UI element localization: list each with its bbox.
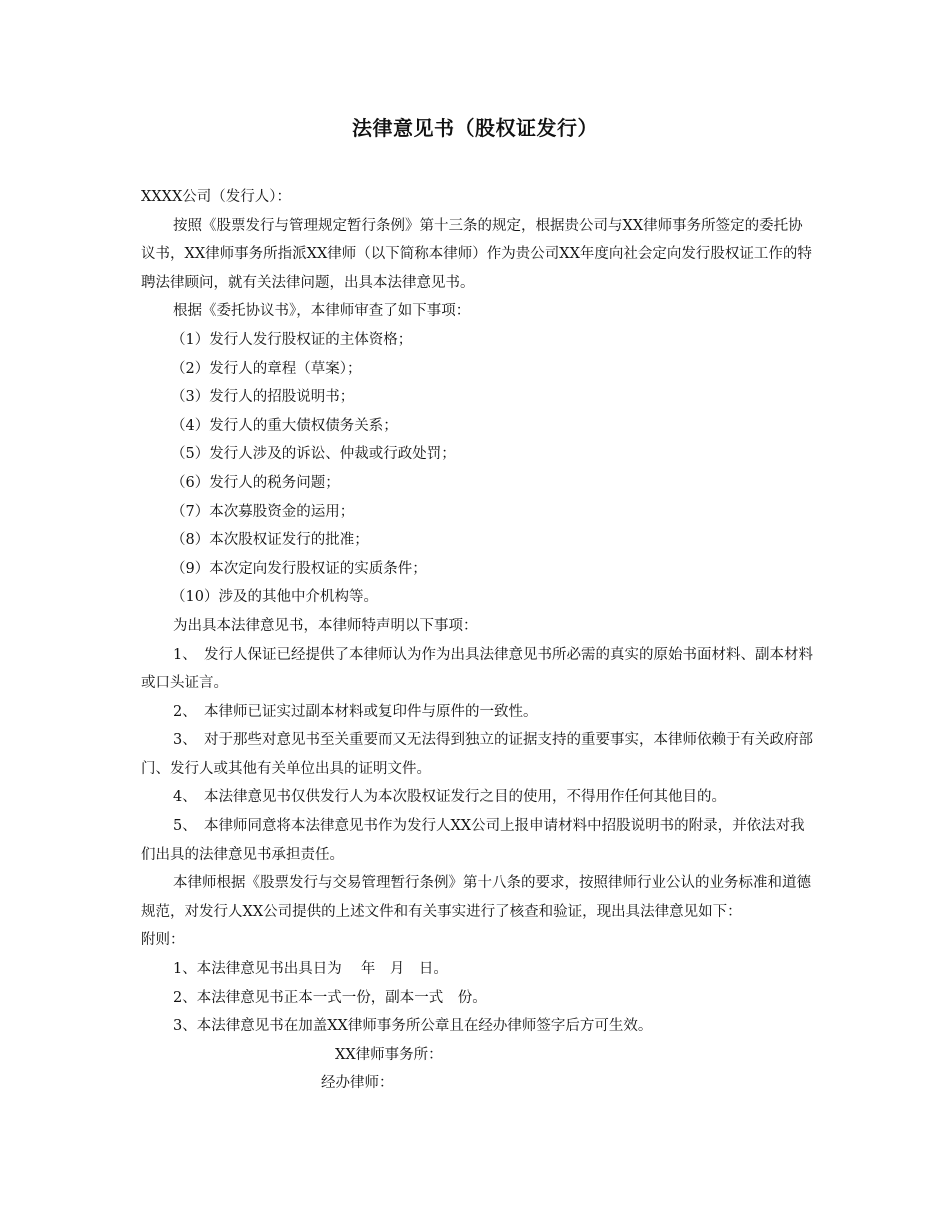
review-item: （3）发行人的招股说明书； [171, 389, 355, 406]
appendix-item: 1、本法律意见书出具日为 年 月 日。 [173, 961, 448, 978]
declaration-item: 4、 本法律意见书仅供发行人为本次股权证发行之目的使用，不得用作任何其他目的。 [173, 789, 726, 806]
opinion-paragraph: 本律师根据《股票发行与交易管理暂行条例》第十八条的要求，按照律师行业公认的业务标准和道德规范，对发行人XX公司提供的上述文件和有关事实进行了核查和验证，现出具法律意见如下： [141, 875, 811, 920]
appendix-label: 附则： [141, 932, 185, 949]
declaration-item: 3、 对于那些对意见书至关重要而又无法得到独立的证据支持的重要事实，本律师依赖于有关政府部门、发行人或其他有关单位出具的证明文件。 [141, 732, 813, 777]
intro-paragraph: 按照《股票发行与管理规定暂行条例》第十三条的规定，根据贵公司与XX律师事务所签定的委托协议书，XX律师事务所指派XX律师（以下简称本律师）作为贵公司XX年度向社会定向发行股权证工作的特聘法律顾问，就有关法律问题，出具本法律意见书。 [141, 217, 812, 291]
review-item: （2）发行人的章程（草案）； [171, 360, 362, 377]
salutation: XXXX公司（发行人）： [141, 189, 292, 205]
review-item: （8）本次股权证发行的批准； [171, 532, 369, 549]
declaration-item: 5、 本律师同意将本法律意见书作为发行人XX公司上报申请材料中招股说明书的附录，并依法对我们出具的法律意见书承担责任。 [141, 818, 805, 863]
declaration-item: 1、 发行人保证已经提供了本律师认为作为出具法律意见书所必需的真实的原始书面材料、副本材料或口头证言。 [141, 646, 813, 692]
signature-lawyer: 经办律师： [321, 1075, 394, 1092]
review-item: （7）本次募股资金的运用； [171, 503, 355, 520]
review-item: （4）发行人的重大债权债务关系； [171, 417, 398, 434]
signature-firm: XX律师事务所： [335, 1046, 443, 1063]
declaration-item: 2、 本律师已证实过副本材料或复印件与原件的一致性。 [173, 703, 538, 720]
review-item: （5）发行人涉及的诉讼、仲裁或行政处罚； [171, 446, 456, 463]
document-title: 法律意见书（股权证发行） [352, 116, 598, 140]
review-item: （1）发行人发行股权证的主体资格； [171, 331, 413, 348]
review-intro: 根据《委托协议书》，本律师审查了如下事项： [173, 303, 471, 320]
review-item: （10）涉及的其他中介机构等。 [171, 589, 378, 606]
review-item: （6）发行人的税务问题； [171, 474, 340, 491]
appendix-item: 3、本法律意见书在加盖XX律师事务所公章且在经办律师签字后方可生效。 [173, 1018, 653, 1035]
declaration-intro: 为出具本法律意见书，本律师特声明以下事项： [173, 617, 478, 634]
appendix-item: 2、本法律意见书正本一式一份，副本一式 份。 [173, 989, 487, 1006]
document-body [141, 183, 817, 1098]
review-item: （9）本次定向发行股权证的实质条件； [171, 560, 427, 577]
